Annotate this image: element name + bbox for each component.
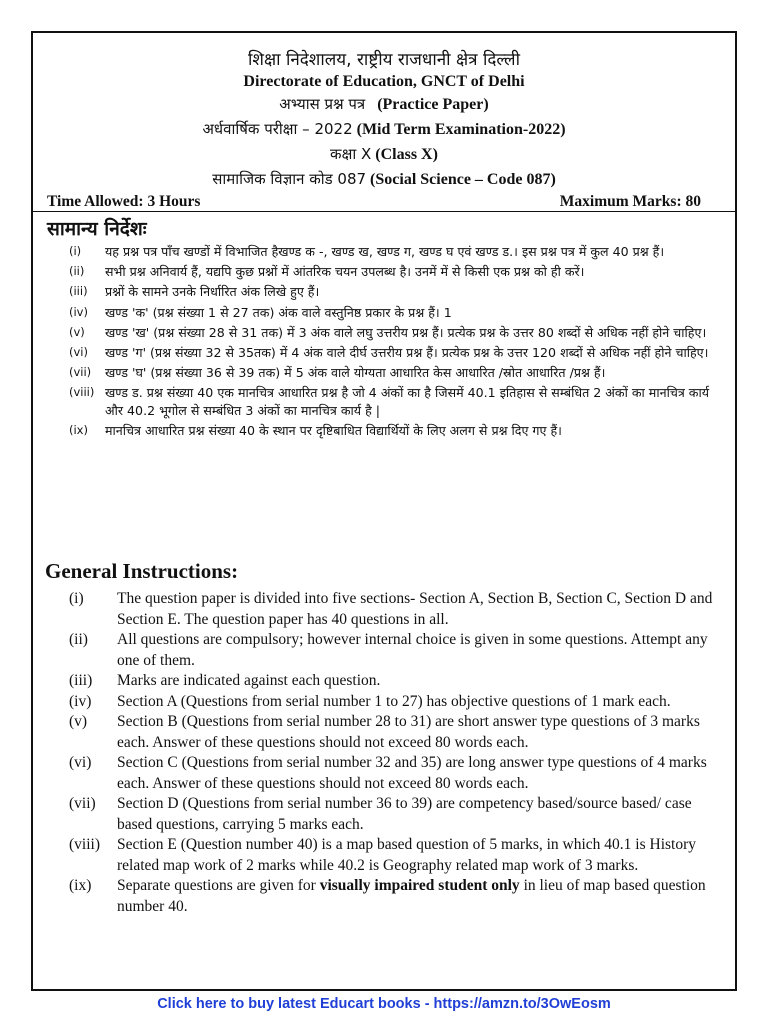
item-number: (ii) xyxy=(69,264,85,279)
class-hindi: कक्षा X xyxy=(330,145,372,163)
header-line-subject xyxy=(33,169,735,189)
item-number: (v) xyxy=(69,324,85,339)
item-text: खण्ड 'ख' (प्रश्न संख्या 28 से 31 तक) में 3 अंक वाले लघु उत्तरीय प्रश्न हैं। प्रत्येक प्रश्न के उत्तर 80 शब्दों से अधिक नहीं होने चाहिए। xyxy=(105,324,707,340)
item-number: (viii) xyxy=(69,385,95,400)
list-item xyxy=(69,243,719,260)
list-item xyxy=(69,324,719,341)
item-text: Section C (Questions from serial number 32 and 35) are long answer type questions of 4 marks each. Answer of these questions should not exceed 80 words each. xyxy=(117,754,707,792)
list-item xyxy=(69,630,717,671)
item-number: (iii) xyxy=(69,284,88,299)
item-number: (iv) xyxy=(69,692,92,710)
item-text-bold: visually impaired student only xyxy=(319,877,520,894)
list-item xyxy=(69,304,719,321)
list-item xyxy=(69,671,717,692)
item-text: All questions are compulsory; however internal choice is given in some questions. Attempt any one of them. xyxy=(117,631,708,669)
page-border xyxy=(31,31,737,991)
list-item xyxy=(69,753,717,794)
exam-meta-row xyxy=(47,193,701,211)
item-text: खण्ड 'क' (प्रश्न संख्या 1 से 27 तक) अंक वाले वस्तुनिष्ठ प्रकार के प्रश्न हैं। 1 xyxy=(105,304,452,320)
hindi-instructions-list xyxy=(69,243,719,442)
item-text-before: Separate questions are given for xyxy=(117,877,320,894)
header-line-directorate: Directorate of Education, GNCT of Delhi xyxy=(243,73,525,90)
item-number: (viii) xyxy=(69,836,100,853)
time-allowed: Time Allowed: 3 Hours xyxy=(47,193,201,210)
list-item xyxy=(69,835,717,876)
item-number: (ix) xyxy=(69,422,88,437)
subject-english: (Social Science – Code 087) xyxy=(370,171,556,188)
item-number: (i) xyxy=(69,590,84,607)
item-number: (iv) xyxy=(69,304,88,319)
header-divider xyxy=(33,211,735,212)
item-text: खण्ड 'घ' (प्रश्न संख्या 36 से 39 तक) में 5 अंक वाले योग्यता आधारित केस आधारित /स्रोत आधारित /प्रश्न हैं। xyxy=(105,365,606,381)
item-number: (iii) xyxy=(69,672,93,689)
item-text: The question paper is divided into five sections- Section A, Section B, Section C, Section D and Section E. The question paper has 40 questions in all. xyxy=(117,590,713,628)
item-text: मानचित्र आधारित प्रश्न संख्या 40 के स्थान पर दृष्टिबाधित विद्यार्थियों के लिए अलग से प्रश्न दिए गए हैं। xyxy=(105,422,562,438)
item-text: प्रश्नों के सामने उनके निर्धारित अंक लिखे हुए हैं। xyxy=(105,284,320,300)
item-number: (vii) xyxy=(69,795,96,812)
maximum-marks: Maximum Marks: 80 xyxy=(559,193,701,210)
practice-paper-hindi: अभ्यास प्रश्न पत्र xyxy=(279,95,366,113)
hindi-instructions-heading: सामान्य निर्देशः xyxy=(47,218,147,240)
item-number: (v) xyxy=(69,713,88,730)
item-text: खण्ड 'ग' (प्रश्न संख्या 32 से 35तक) में 4 अंक वाले दीर्घ उत्तरीय प्रश्न हैं। प्रत्येक प्रश्न के उत्तर 120 शब्दों से अधिक नहीं होने चाहिए। xyxy=(105,345,709,361)
item-text: खण्ड ड. प्रश्न संख्या 40 एक मानचित्र आधारित प्रश्न है जो 4 अंकों का है जिसमें 40.1 इतिहास से सम्बंधित 2 अंकों का मानचित्र कार्य और 40.2 भूगोल से सम्बंधित 3 अंकों का मानचित्र कार्य है | xyxy=(105,385,710,418)
item-text: Section E (Question number 40) is a map based question of 5 marks, in which 40.1 is History related map work of 2 marks while 40.2 is Geography related map work of 3 marks. xyxy=(117,836,697,874)
subject-hindi: सामाजिक विज्ञान कोड 087 xyxy=(212,170,367,188)
header-line-exam xyxy=(33,119,735,139)
buy-books-link[interactable]: Click here to buy latest Educart books - https://amzn.to/3OwEosm xyxy=(157,996,611,1012)
general-instructions-heading: General Instructions: xyxy=(45,559,239,583)
item-number: (vi) xyxy=(69,345,88,360)
item-text: Marks are indicated against each question. xyxy=(117,672,381,689)
item-number: (ix) xyxy=(69,877,92,894)
list-item xyxy=(69,876,717,917)
header-line-practice-paper xyxy=(33,94,735,114)
list-item xyxy=(69,384,719,418)
item-number: (vi) xyxy=(69,754,92,771)
list-item xyxy=(69,712,717,753)
class-english: (Class X) xyxy=(375,146,438,163)
item-number: (i) xyxy=(69,244,82,258)
item-number: (vii) xyxy=(69,365,92,380)
exam-english: (Mid Term Examination-2022) xyxy=(356,121,566,138)
list-item xyxy=(69,422,719,439)
list-item xyxy=(69,794,717,835)
header-line-hindi-directorate: शिक्षा निदेशालय, राष्ट्रीय राजधानी क्षेत्र दिल्ली xyxy=(247,50,520,70)
item-text: यह प्रश्न पत्र पाँच खण्डों में विभाजित हैखण्ड क -, खण्ड ख, खण्ड ग, खण्ड घ एवं खण्ड ड.। इस प्रश्न पत्र में कुल 40 प्रश्न हैं। xyxy=(105,244,665,259)
exam-hindi: अर्धवार्षिक परीक्षा – 2022 xyxy=(202,120,353,138)
practice-paper-english: (Practice Paper) xyxy=(377,96,489,113)
list-item xyxy=(69,263,719,280)
item-text: Section B (Questions from serial number 28 to 31) are short answer type questions of 3 marks each. Answer of these questions should not exceed 80 words each. xyxy=(117,713,700,751)
list-item xyxy=(69,344,719,361)
general-instructions-list xyxy=(69,589,717,917)
list-item xyxy=(69,364,719,381)
item-text: Section A (Questions from serial number 1 to 27) has objective questions of 1 mark each. xyxy=(117,692,671,710)
list-item xyxy=(69,692,717,713)
header-line-class xyxy=(33,144,735,164)
item-text-after: in lieu of map based question number 40. xyxy=(117,877,706,915)
item-text: Section D (Questions from serial number 36 to 39) are competency based/source based/ case based questions, carrying 5 marks each. xyxy=(117,795,692,833)
item-number: (ii) xyxy=(69,631,88,648)
item-text: सभी प्रश्न अनिवार्य हैं, यद्यपि कुछ प्रश्नों में आंतरिक चयन उपलब्ध है। उनमें में से किसी एक प्रश्न को ही करें। xyxy=(105,264,585,280)
list-item xyxy=(69,589,717,630)
list-item xyxy=(69,283,719,300)
